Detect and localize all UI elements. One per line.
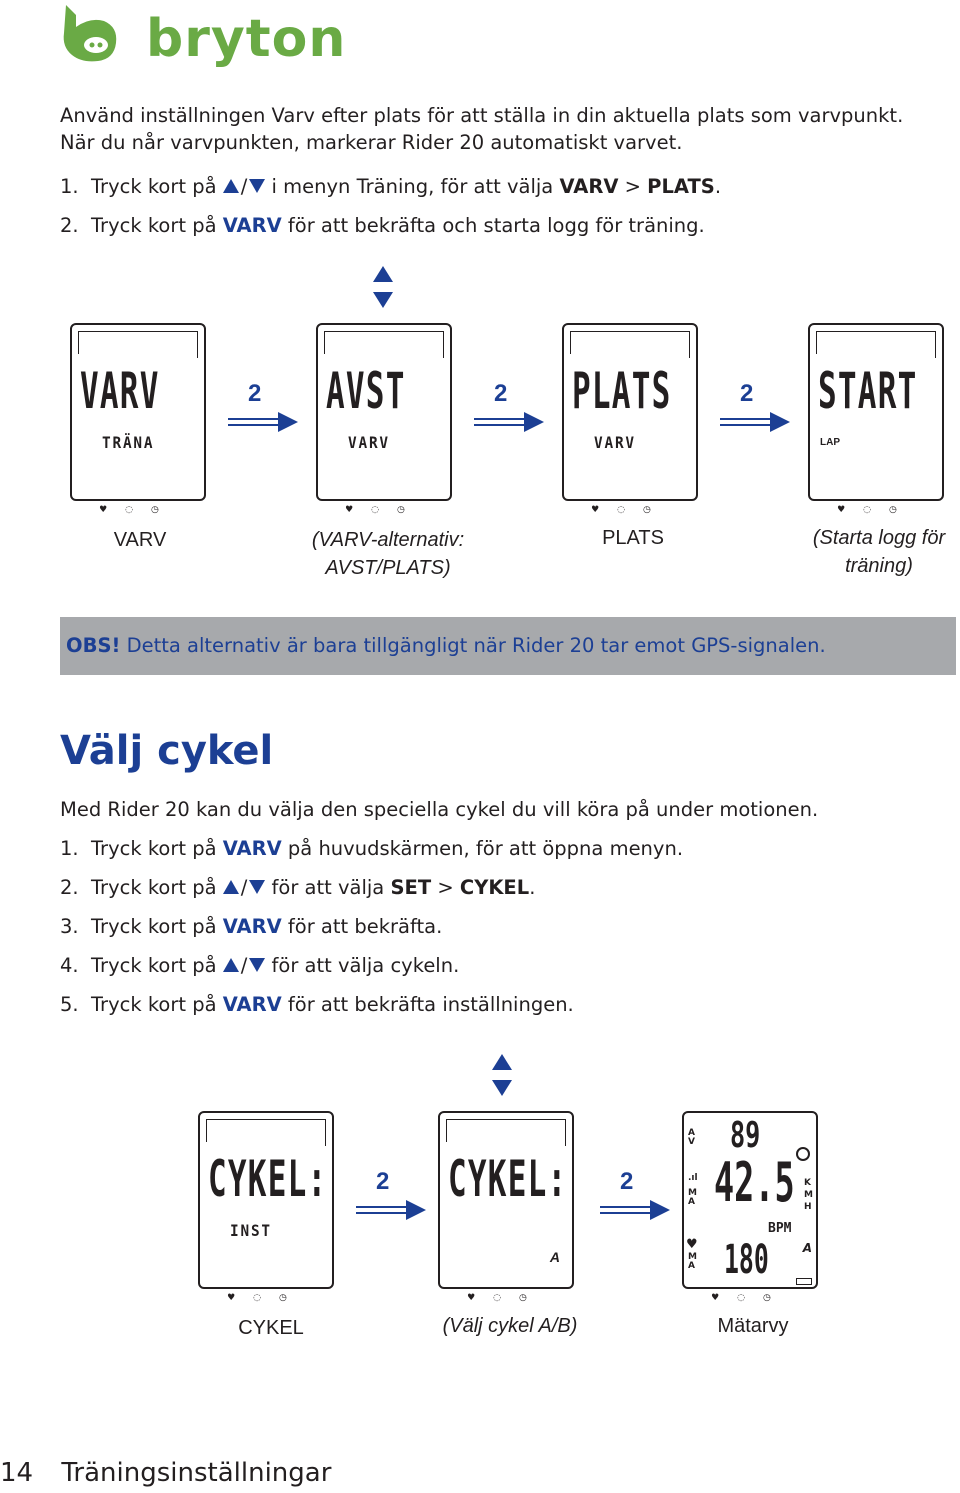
right-arrow-icon xyxy=(474,410,544,434)
device-status-icons: ♥◌◷ xyxy=(227,1293,305,1303)
lcd-main-text: START xyxy=(818,362,918,420)
up-down-arrows-icon xyxy=(372,264,394,310)
lcd-value-mid: 42.5 xyxy=(714,1151,795,1214)
varv-key-label: VARV xyxy=(222,214,282,237)
lcd-main-text: CYKEL: xyxy=(448,1150,568,1208)
step-2-5: 5. Tryck kort på VARV för att bekräfta inställningen. xyxy=(60,993,574,1016)
bryton-logo-icon xyxy=(60,5,120,67)
lcd-sub-text: TRÄNA xyxy=(102,433,155,452)
lcd-sub-text: VARV xyxy=(348,433,390,452)
lcd-value-top: 89 xyxy=(730,1115,761,1156)
note-label: OBS! xyxy=(66,634,121,657)
section-intro: Med Rider 20 kan du välja den speciella cykel du vill köra på under motionen. xyxy=(60,798,819,821)
lcd-main-text: CYKEL: xyxy=(208,1150,328,1208)
max-label: M A xyxy=(688,1252,697,1271)
varv-key-label: VARV xyxy=(222,993,282,1016)
note-text xyxy=(66,634,826,657)
device-status-icons: ♥◌◷ xyxy=(837,505,915,515)
key-label: VARV xyxy=(559,175,619,198)
step-number-label: 2 xyxy=(376,1168,390,1195)
kmh-label: K M H xyxy=(804,1178,813,1212)
avg-label: A V xyxy=(688,1128,695,1147)
caption-varv-alternativ: (VARV-alternativ: AVST/PLATS) xyxy=(311,529,465,579)
gps-icon xyxy=(796,1147,810,1161)
step-2-4: 4. Tryck kort på / för att välja cykeln. xyxy=(60,954,460,977)
varv-key-label: VARV xyxy=(222,837,282,860)
section-title: Välj cykel xyxy=(60,728,274,774)
caption-matarvy: Mätarvy xyxy=(717,1315,789,1337)
step-text: i menyn Träning, för att välja xyxy=(271,175,554,198)
caption-plats: PLATS xyxy=(602,527,664,549)
note-body: Detta alternativ är bara tillgängligt när Rider 20 tar emot GPS-signalen. xyxy=(126,634,826,657)
step-1-1: 1. Tryck kort på / i menyn Träning, för att välja VARV > PLATS. xyxy=(60,175,722,198)
device-screen-meter-view xyxy=(682,1111,818,1289)
page-number: 14 xyxy=(0,1458,34,1488)
device-screen-cykel xyxy=(198,1111,334,1289)
varv-key-label: VARV xyxy=(222,915,282,938)
device-screen-plats xyxy=(562,323,698,501)
brand-logo xyxy=(60,5,347,71)
battery-icon xyxy=(796,1278,812,1285)
page-footer xyxy=(0,1458,331,1488)
step-number-label: 2 xyxy=(494,380,508,407)
device-screen-cykel-select xyxy=(438,1111,574,1289)
device-status-icons: ♥◌◷ xyxy=(99,505,177,515)
up-down-arrows-icon xyxy=(491,1052,513,1098)
right-arrow-icon xyxy=(356,1198,426,1222)
device-status-icons: ♥◌◷ xyxy=(711,1293,789,1303)
up-arrow-icon xyxy=(223,958,239,972)
step-number-label: 2 xyxy=(740,380,754,407)
right-arrow-icon xyxy=(720,410,790,434)
max-label: M A xyxy=(688,1188,697,1207)
lcd-value-bottom: 180 xyxy=(724,1237,769,1283)
right-arrow-icon xyxy=(600,1198,670,1222)
step-number-label: 2 xyxy=(248,380,262,407)
up-arrow-icon xyxy=(223,179,239,193)
down-arrow-icon xyxy=(249,179,265,193)
heart-icon: ♥ xyxy=(686,1237,698,1252)
step-number: 1. xyxy=(60,175,79,198)
device-status-icons: ♥◌◷ xyxy=(345,505,423,515)
lcd-main-text: VARV xyxy=(80,362,160,420)
key-label: SET xyxy=(390,876,432,899)
chapter-title: Träningsinställningar xyxy=(61,1458,332,1488)
intro-paragraph: Använd inställningen Varv efter plats för att ställa in din aktuella plats som varvpunkt. När du når varvpunkten, markerar Rider 20 automatiskt varvet. xyxy=(60,104,904,154)
device-screen-avst xyxy=(316,323,452,501)
unit-label: BPM xyxy=(768,1221,792,1236)
step-1-2 xyxy=(60,212,940,239)
logo-text: bryton xyxy=(146,9,347,69)
step-text: Tryck kort på xyxy=(91,214,217,237)
step-2-1: 1. Tryck kort på VARV på huvudskärmen, för att öppna menyn. xyxy=(60,837,684,860)
lap-label: LAP xyxy=(820,437,840,448)
lcd-main-text: PLATS xyxy=(572,362,672,420)
caption-cykel: CYKEL xyxy=(238,1317,304,1339)
key-label: CYKEL xyxy=(459,876,530,899)
step-2-3: 3. Tryck kort på VARV för att bekräfta. xyxy=(60,915,443,938)
step-2-2: 2. Tryck kort på / för att välja SET > CYKEL. xyxy=(60,876,536,899)
note-box xyxy=(60,617,956,675)
bike-a-label: A xyxy=(549,1249,560,1265)
step-number-label: 2 xyxy=(620,1168,634,1195)
signal-icon: .ıl xyxy=(688,1173,698,1183)
lcd-sub-text: INST xyxy=(230,1221,272,1240)
caption-valj-cykel: (Välj cykel A/B) xyxy=(442,1315,578,1337)
down-arrow-icon xyxy=(249,880,265,894)
bike-a-label: A xyxy=(802,1241,812,1255)
caption-starta-logg: (Starta logg för träning) xyxy=(812,527,946,577)
lcd-sub-text: VARV xyxy=(594,433,636,452)
lcd-main-text: AVST xyxy=(326,362,406,420)
device-status-icons: ♥◌◷ xyxy=(467,1293,545,1303)
step-text: Tryck kort på xyxy=(91,175,217,198)
caption-varv: VARV xyxy=(113,529,167,551)
device-status-icons: ♥◌◷ xyxy=(591,505,669,515)
step-text: för att bekräfta och starta logg för träning. xyxy=(287,214,705,237)
right-arrow-icon xyxy=(228,410,298,434)
device-screen-start xyxy=(808,323,944,501)
up-arrow-icon xyxy=(223,880,239,894)
step-number: 2. xyxy=(60,214,79,237)
down-arrow-icon xyxy=(249,958,265,972)
device-screen-varv xyxy=(70,323,206,501)
key-label: PLATS xyxy=(647,175,715,198)
